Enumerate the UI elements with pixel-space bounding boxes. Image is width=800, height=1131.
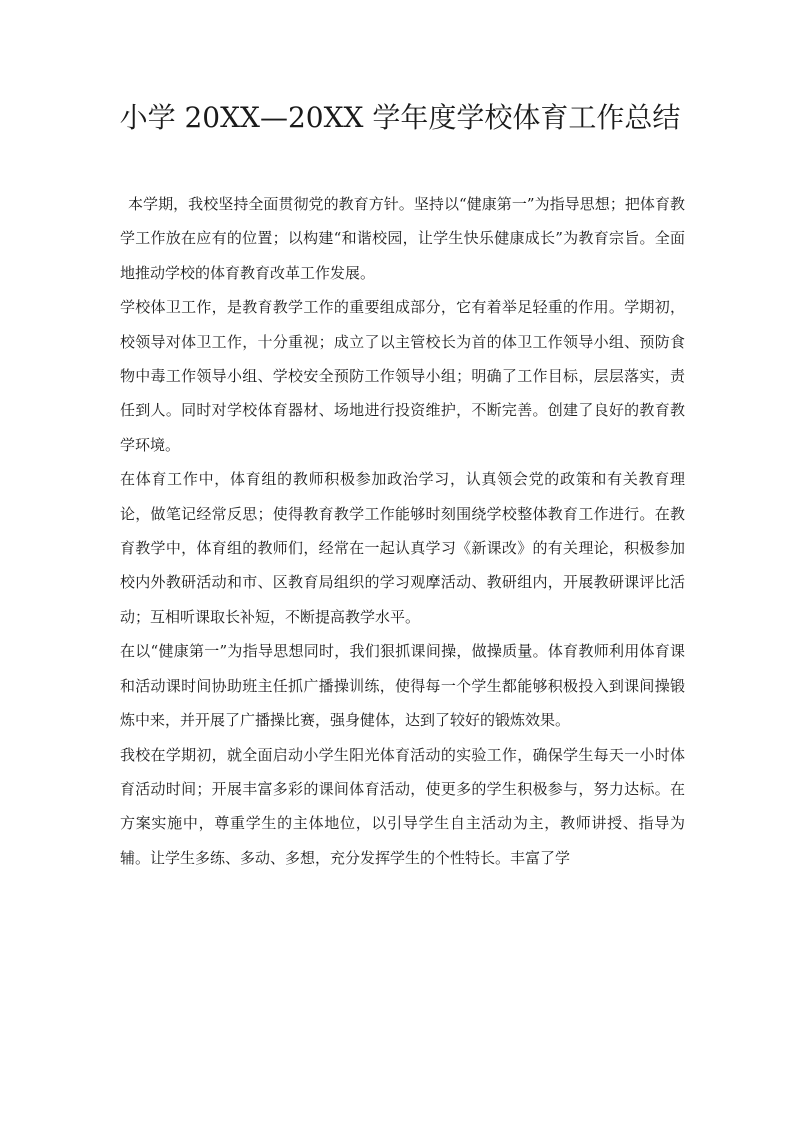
document-title: 小学 20XX—20XX 学年度学校体育工作总结 <box>119 101 681 134</box>
paragraph-teacher-study: 在体育工作中，体育组的教师积极参加政治学习，认真领会党的政策和有关教育理论，做笔记经常反思；使得教育教学工作能够时刻围绕学校整体教育工作进行。在教育教学中，体育组的教师们，经常在一起认真学习《新课改》的有关理论，积极参加校内外教研活动和市、区教育局组织的学习观摩活动、教研组内，开展教研课评比活动；互相听课取长补短，不断提高教学水平。 <box>120 470 685 626</box>
paragraph-leadership: 学校体卫工作，是教育教学工作的重要组成部分，它有着举足轻重的作用。学期初，校领导对体卫工作，十分重视；成立了以主管校长为首的体卫工作领导小组、预防食物中毒工作领导小组、学校安全预防工作领导小组；明确了工作目标，层层落实，责任到人。同时对学校体育器材、场地进行投资维护，不断完善。创建了良好的教育教学环境。 <box>120 298 685 454</box>
paragraph-intro: 本学期，我校坚持全面贯彻党的教育方针。坚持以“健康第一”为指导思想；把体育教学工作放在应有的位置；以构建“和谐校园，让学生快乐健康成长”为教育宗旨。全面地推动学校的体育教育改革工作发展。 <box>120 195 685 282</box>
paragraph-exercise: 在以“健康第一”为指导思想同时，我们狠抓课间操，做操质量。体育教师利用体育课和活动课时间协助班主任抓广播操训练，使得每一个学生都能够积极投入到课间操锻炼中来，并开展了广播操比赛，强身健体，达到了较好的锻炼效果。 <box>120 642 685 730</box>
paragraph-sunshine-sports: 我校在学期初，就全面启动小学生阳光体育活动的实验工作，确保学生每天一小时体育活动时间；开展丰富多彩的课间体育活动，使更多的学生积极参与，努力达标。在方案实施中，尊重学生的主体地位，以引导学生自主活动为主，教师讲授、指导为辅。让学生多练、多动、多想，充分发挥学生的个性特长。丰富了学 <box>120 745 685 867</box>
document-body <box>120 187 685 875</box>
